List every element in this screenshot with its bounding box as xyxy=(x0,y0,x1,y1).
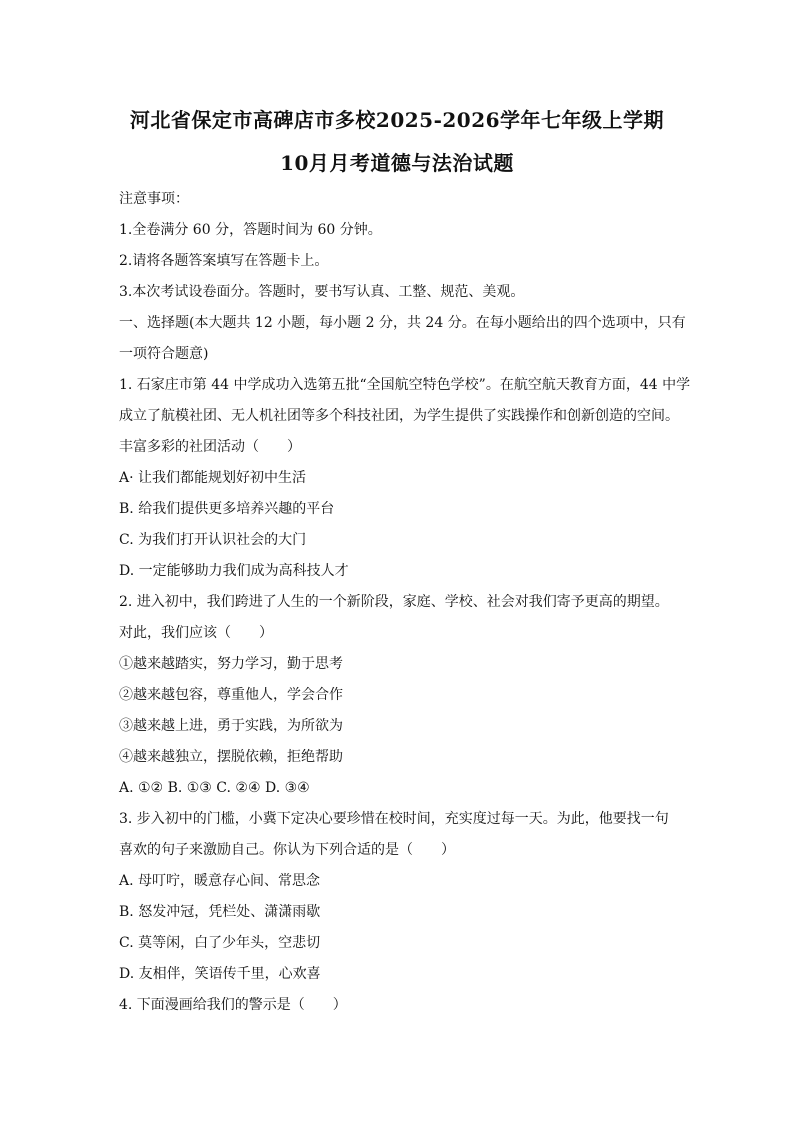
note-item: 3.本次考试设卷面分。答题时，要书写认真、工整、规范、美观。 xyxy=(119,284,525,300)
question-1-stem: 丰富多彩的社团活动（ ） xyxy=(119,439,301,455)
section-heading: 一项符合题意) xyxy=(119,346,209,362)
question-2-statement: ①越来越踏实，努力学习，勤于思考 xyxy=(119,656,343,672)
notes-heading: 注意事项： xyxy=(119,191,189,207)
exam-body xyxy=(119,184,689,1021)
question-3-option-c: C. 莫等闲，白了少年头，空悲切 xyxy=(119,935,321,951)
section-heading: 一、选择题(本大题共 12 小题，每小题 2 分，共 24 分。在每小题给出的四个选项中，只有 xyxy=(119,315,686,331)
question-4-stem: 4. 下面漫画给我们的警示是（ ） xyxy=(119,997,347,1013)
question-1-option-a: A· 让我们都能规划好初中生活 xyxy=(119,470,307,486)
exam-title-line-1: 河北省保定市高碑店市多校2025-2026学年七年级上学期 xyxy=(129,108,665,132)
question-2-stem: 对此，我们应该（ ） xyxy=(119,625,273,641)
exam-title-line-2: 10月月考道德与法治试题 xyxy=(280,151,514,175)
question-1-stem: 1. 石家庄市第 44 中学成功入选第五批“全国航空特色学校”。在航空航天教育方面，44 中学 xyxy=(119,377,691,393)
question-1-option-d: D. 一定能够助力我们成为高科技人才 xyxy=(119,563,349,579)
question-3-option-a: A. 母叮咛，暖意存心间、常思念 xyxy=(119,873,321,889)
question-2-statement: ③越来越上进，勇于实践，为所欲为 xyxy=(119,718,343,734)
question-2-statement: ④越来越独立，摆脱依赖，拒绝帮助 xyxy=(119,749,343,765)
question-3-stem: 喜欢的句子来激励自己。你认为下列合适的是（ ） xyxy=(119,842,455,858)
question-1-option-c: C. 为我们打开认识社会的大门 xyxy=(119,532,307,548)
question-3-option-b: B. 怒发冲冠，凭栏处、潇潇雨歇 xyxy=(119,904,321,920)
question-2-stem: 2. 进入初中，我们跨进了人生的一个新阶段，家庭、学校、社会对我们寄予更高的期望。 xyxy=(119,594,669,610)
question-1-option-b: B. 给我们提供更多培养兴趣的平台 xyxy=(119,501,335,517)
question-1-stem: 成立了航模社团、无人机社团等多个科技社团，为学生提供了实践操作和创新创造的空间。 xyxy=(119,408,679,424)
question-3-option-d: D. 友相伴，笑语传千里，心欢喜 xyxy=(119,966,321,982)
note-item: 2.请将各题答案填写在答题卡上。 xyxy=(119,253,329,269)
note-item: 1.全卷满分 60 分，答题时间为 60 分钟。 xyxy=(119,222,382,238)
question-2-options: A. ①② B. ①③ C. ②④ D. ③④ xyxy=(119,780,310,796)
question-2-statement: ②越来越包容，尊重他人，学会合作 xyxy=(119,687,343,703)
question-3-stem: 3. 步入初中的门槛，小冀下定决心要珍惜在校时间，充实度过每一天。为此，他要找一句 xyxy=(119,811,669,827)
